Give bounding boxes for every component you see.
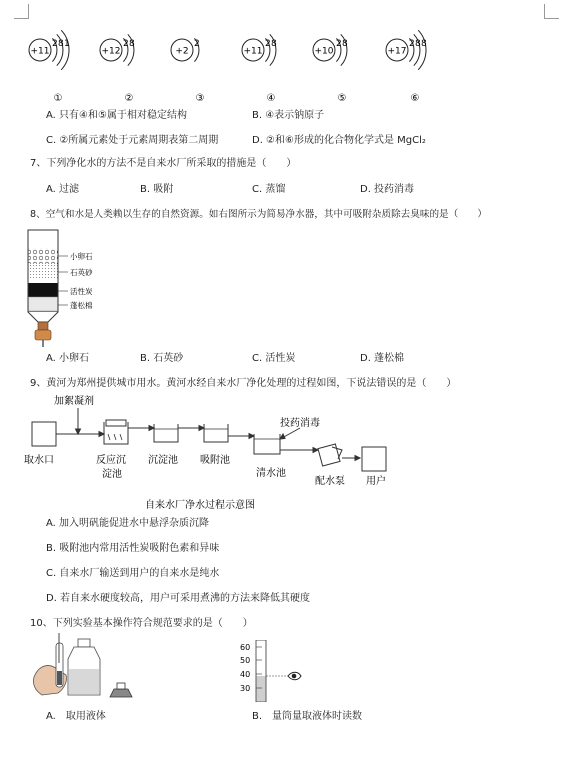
q6-option-b: B. ④表示钠原子 (252, 110, 325, 121)
nucleus-charge: +11 (30, 46, 50, 57)
intake-box (32, 422, 56, 446)
q7-option-a: A. 过滤 (46, 184, 80, 195)
user-box (362, 447, 386, 471)
atom-diagram-4 (242, 34, 277, 104)
nucleus-charge: +12 (101, 46, 121, 57)
q7-stem: 7、下列净化水的方法不是自来水厂所采取的措施是（ ） (30, 158, 297, 169)
q8-option-b: B. 石英砂 (140, 353, 184, 364)
simple-water-filter-diagram (20, 225, 120, 350)
electron-count: 2 (409, 39, 415, 49)
nucleus-charge: +10 (314, 46, 334, 57)
q7-option-b: B. 吸附 (140, 184, 174, 195)
q10-stem: 10、下列实验基本操作符合规范要求的是（ ） (30, 618, 253, 629)
atom-number-label: ④ (266, 93, 276, 104)
sand-layer (29, 264, 58, 280)
electron-count: 8 (271, 39, 277, 49)
layer-label-pebble: 小卵石 (70, 252, 93, 261)
layer-label-sand: 石英砂 (70, 268, 93, 277)
electron-shell-arc (418, 30, 426, 70)
atom-structure-diagrams (0, 0, 581, 110)
adsorption-tank (204, 424, 228, 442)
atom-diagram-2 (100, 34, 135, 104)
atom-number-label: ⑥ (410, 93, 420, 104)
label-clear: 清水池 (256, 468, 286, 479)
atom-diagram-3 (171, 38, 204, 104)
clear-water-tank (254, 434, 280, 454)
electron-count: 2 (336, 39, 342, 49)
label-user: 用户 (366, 476, 386, 487)
nucleus-charge: +11 (243, 46, 263, 57)
q8-option-c: C. 活性炭 (252, 353, 296, 364)
charcoal-layer (29, 283, 58, 297)
electron-shell-arc (61, 30, 69, 70)
q10-option-b: B. 量筒量取液体时读数 (252, 711, 363, 722)
label-settling: 沉淀池 (148, 455, 178, 466)
electron-count: 2 (194, 39, 200, 49)
label-reaction-1: 反应沉 (96, 455, 126, 466)
nucleus-charge: +17 (387, 46, 407, 57)
q9-stem: 9、黄河为郑州提供城市用水。黄河水经自来水厂净化处理的过程如图，下说法错误的是（ ） (30, 378, 457, 389)
atom-diagram-5 (313, 34, 348, 104)
q8-option-d: D. 蓬松棉 (360, 353, 405, 364)
graduated-cylinder-illustration (238, 640, 318, 702)
layer-label-charcoal: 活性炭 (70, 287, 93, 296)
q9-option-b: B. 吸附池内常用活性炭吸附色素和异味 (46, 543, 220, 554)
electron-count: 8 (58, 39, 64, 49)
electron-count: 2 (265, 39, 271, 49)
q8-option-a: A. 小卵石 (46, 353, 90, 364)
electron-count: 2 (123, 39, 129, 49)
q6-option-d: D. ②和⑥形成的化合物化学式是 MgCl₂ (252, 135, 426, 146)
atom-diagram-6 (386, 30, 427, 104)
water-treatment-process-diagram (20, 392, 420, 514)
cotton-layer (29, 297, 58, 311)
tick-40: 40 (240, 670, 251, 679)
label-reaction-2: 淀池 (102, 469, 122, 480)
q8-stem: 8、空气和水是人类赖以生存的自然资源。如右图所示为简易净水器，其中可吸附杂质除去臭味的是（ ） (30, 209, 488, 220)
nucleus-charge: +2 (175, 46, 189, 57)
atom-diagram-1 (29, 30, 70, 104)
atom-number-label: ⑤ (337, 93, 347, 104)
label-disinfect: 投药消毒 (280, 418, 320, 429)
label-pump: 配水泵 (315, 476, 345, 487)
layer-label-cotton: 蓬松棉 (70, 301, 93, 310)
tick-60: 60 (240, 643, 251, 652)
q6-option-c: C. ②所属元素处于元素周期表第二周期 (46, 135, 219, 146)
pebble-layer (29, 248, 58, 264)
q10-option-a: A. 取用液体 (46, 711, 106, 722)
label-intake: 取水口 (24, 455, 54, 466)
q9-option-d: D. 若自来水硬度较高，用户可采用煮沸的方法来降低其硬度 (46, 593, 311, 604)
q9-option-c: C. 自来水厂输送到用户的自来水是纯水 (46, 568, 220, 579)
q7-option-d: D. 投药消毒 (360, 184, 415, 195)
dropper-liquid-illustration (28, 633, 140, 701)
electron-count: 8 (421, 39, 427, 49)
label-adsorption: 吸附池 (200, 455, 230, 466)
tick-30: 30 (240, 684, 251, 693)
q6-option-a: A. 只有④和⑤属于相对稳定结构 (46, 110, 187, 121)
q7-option-c: C. 蒸馏 (252, 184, 286, 195)
atom-number-label: ① (53, 93, 63, 104)
tick-50: 50 (240, 656, 251, 665)
electron-count: 8 (415, 39, 421, 49)
electron-count: 2 (52, 39, 58, 49)
label-coagulant: 加絮凝剂 (54, 396, 94, 407)
electron-count: 8 (342, 39, 348, 49)
pump-box (318, 444, 340, 466)
diagram-caption: 自来水厂净水过程示意图 (145, 500, 255, 511)
settling-tank (154, 424, 178, 442)
electron-count: 8 (129, 39, 135, 49)
atom-number-label: ② (124, 93, 134, 104)
atom-number-label: ③ (195, 93, 205, 104)
q9-option-a: A. 加入明矾能促进水中悬浮杂质沉降 (46, 518, 210, 529)
electron-count: 1 (64, 39, 70, 49)
